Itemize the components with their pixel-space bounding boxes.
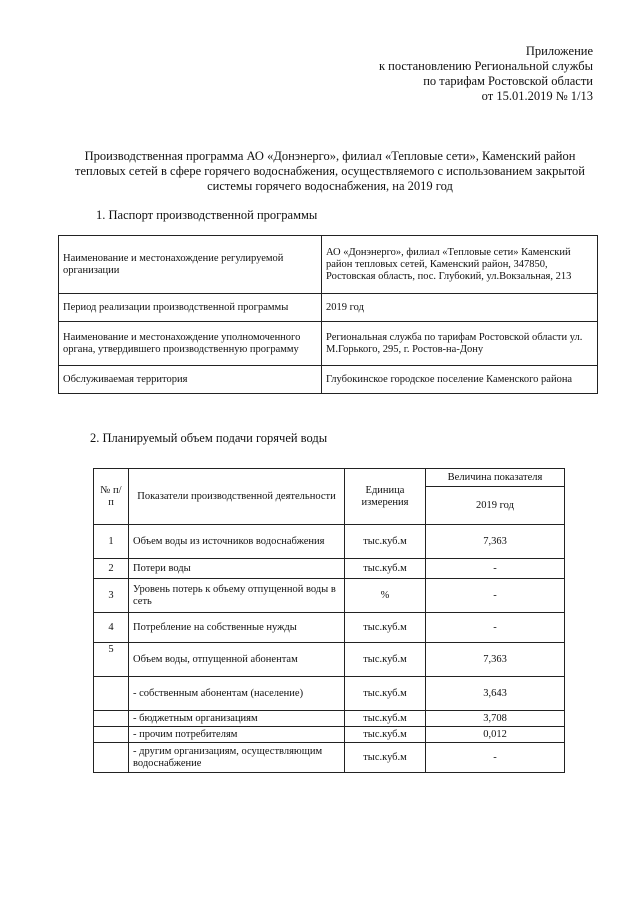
row-value: - xyxy=(426,613,565,643)
row-value: 7,363 xyxy=(426,525,565,559)
row-indicator: Объем воды из источников водоснабжения xyxy=(129,525,345,559)
passport-label: Период реализации производственной программы xyxy=(59,294,322,322)
table-header-row xyxy=(94,469,565,487)
row-num: 5 xyxy=(94,643,129,677)
volume-table xyxy=(93,468,565,773)
row-unit: тыс.куб.м xyxy=(345,677,426,711)
row-num: 1 xyxy=(94,525,129,559)
appendix-line: по тарифам Ростовской области xyxy=(423,74,593,88)
row-indicator: - прочим потребителям xyxy=(129,727,345,743)
row-value: - xyxy=(426,559,565,579)
passport-value: 2019 год xyxy=(322,294,598,322)
appendix-line: к постановлению Региональной службы xyxy=(378,59,593,73)
row-num xyxy=(94,711,129,727)
row-indicator: Потребление на собственные нужды xyxy=(129,613,345,643)
row-unit: тыс.куб.м xyxy=(345,727,426,743)
header-unit: Единица измерения xyxy=(345,469,426,525)
table-row xyxy=(94,613,565,643)
title-line: Производственная программа АО «Донэнерго», филиал «Тепловые сети», Каменский район xyxy=(84,149,576,163)
table-row xyxy=(94,525,565,559)
passport-value: АО «Донэнерго», филиал «Тепловые сети» Каменский район тепловых сетей, Каменский район, 347850, Ростовская область, пос. Глубокий, ул.Вокзальная, 213 xyxy=(322,236,598,294)
row-num: 3 xyxy=(94,579,129,613)
row-value: 0,012 xyxy=(426,727,565,743)
row-value: 3,708 xyxy=(426,711,565,727)
row-value: - xyxy=(426,579,565,613)
row-indicator: - собственным абонентам (население) xyxy=(129,677,345,711)
row-unit: тыс.куб.м xyxy=(345,743,426,773)
row-indicator: - другим организациям, осуществляющим водоснабжение xyxy=(129,743,345,773)
table-row xyxy=(94,643,565,677)
row-num xyxy=(94,677,129,711)
row-indicator: Объем воды, отпущенной абонентам xyxy=(129,643,345,677)
row-indicator: Потери воды xyxy=(129,559,345,579)
title-line: системы горячего водоснабжения, на 2019 год xyxy=(207,179,453,193)
table-row xyxy=(94,559,565,579)
row-unit: тыс.куб.м xyxy=(345,711,426,727)
header-value-group: Величина показателя xyxy=(426,469,565,487)
row-indicator: Уровень потерь к объему отпущенной воды в сеть xyxy=(129,579,345,613)
table-row xyxy=(59,322,598,366)
section-heading-passport: 1. Паспорт производственной программы xyxy=(96,208,318,222)
row-unit: тыс.куб.м xyxy=(345,643,426,677)
document-title xyxy=(60,149,600,194)
row-num: 2 xyxy=(94,559,129,579)
table-row xyxy=(59,294,598,322)
passport-label: Обслуживаемая территория xyxy=(59,366,322,394)
table-row xyxy=(59,366,598,394)
passport-label: Наименование и местонахождение регулируемой организации xyxy=(59,236,322,294)
table-row xyxy=(94,711,565,727)
row-value: 7,363 xyxy=(426,643,565,677)
appendix-line: Приложение xyxy=(525,44,593,58)
appendix-header xyxy=(379,44,593,104)
row-unit: % xyxy=(345,579,426,613)
table-row xyxy=(94,727,565,743)
row-indicator: - бюджетным организациям xyxy=(129,711,345,727)
header-year: 2019 год xyxy=(426,487,565,525)
passport-label: Наименование и местонахождение уполномоченного органа, утвердившего производственную программу xyxy=(59,322,322,366)
header-indicator: Показатели производственной деятельности xyxy=(129,469,345,525)
passport-value: Региональная служба по тарифам Ростовской области ул. М.Горького, 295, г. Ростов-на-Дону xyxy=(322,322,598,366)
row-unit: тыс.куб.м xyxy=(345,613,426,643)
passport-table xyxy=(58,235,598,394)
row-num xyxy=(94,743,129,773)
title-line: тепловых сетей в сфере горячего водоснабжения, осуществляемого с использованием закрытой xyxy=(75,164,585,178)
row-unit: тыс.куб.м xyxy=(345,525,426,559)
row-num xyxy=(94,727,129,743)
row-value: 3,643 xyxy=(426,677,565,711)
header-num: № п/п xyxy=(94,469,129,525)
table-row xyxy=(94,743,565,773)
section-heading-volume: 2. Планируемый объем подачи горячей воды xyxy=(90,431,328,445)
row-num: 4 xyxy=(94,613,129,643)
table-row xyxy=(94,677,565,711)
table-row xyxy=(59,236,598,294)
appendix-line: от 15.01.2019 № 1/13 xyxy=(481,89,593,103)
passport-value: Глубокинское городское поселение Каменского района xyxy=(322,366,598,394)
table-row xyxy=(94,579,565,613)
row-unit: тыс.куб.м xyxy=(345,559,426,579)
row-value: - xyxy=(426,743,565,773)
